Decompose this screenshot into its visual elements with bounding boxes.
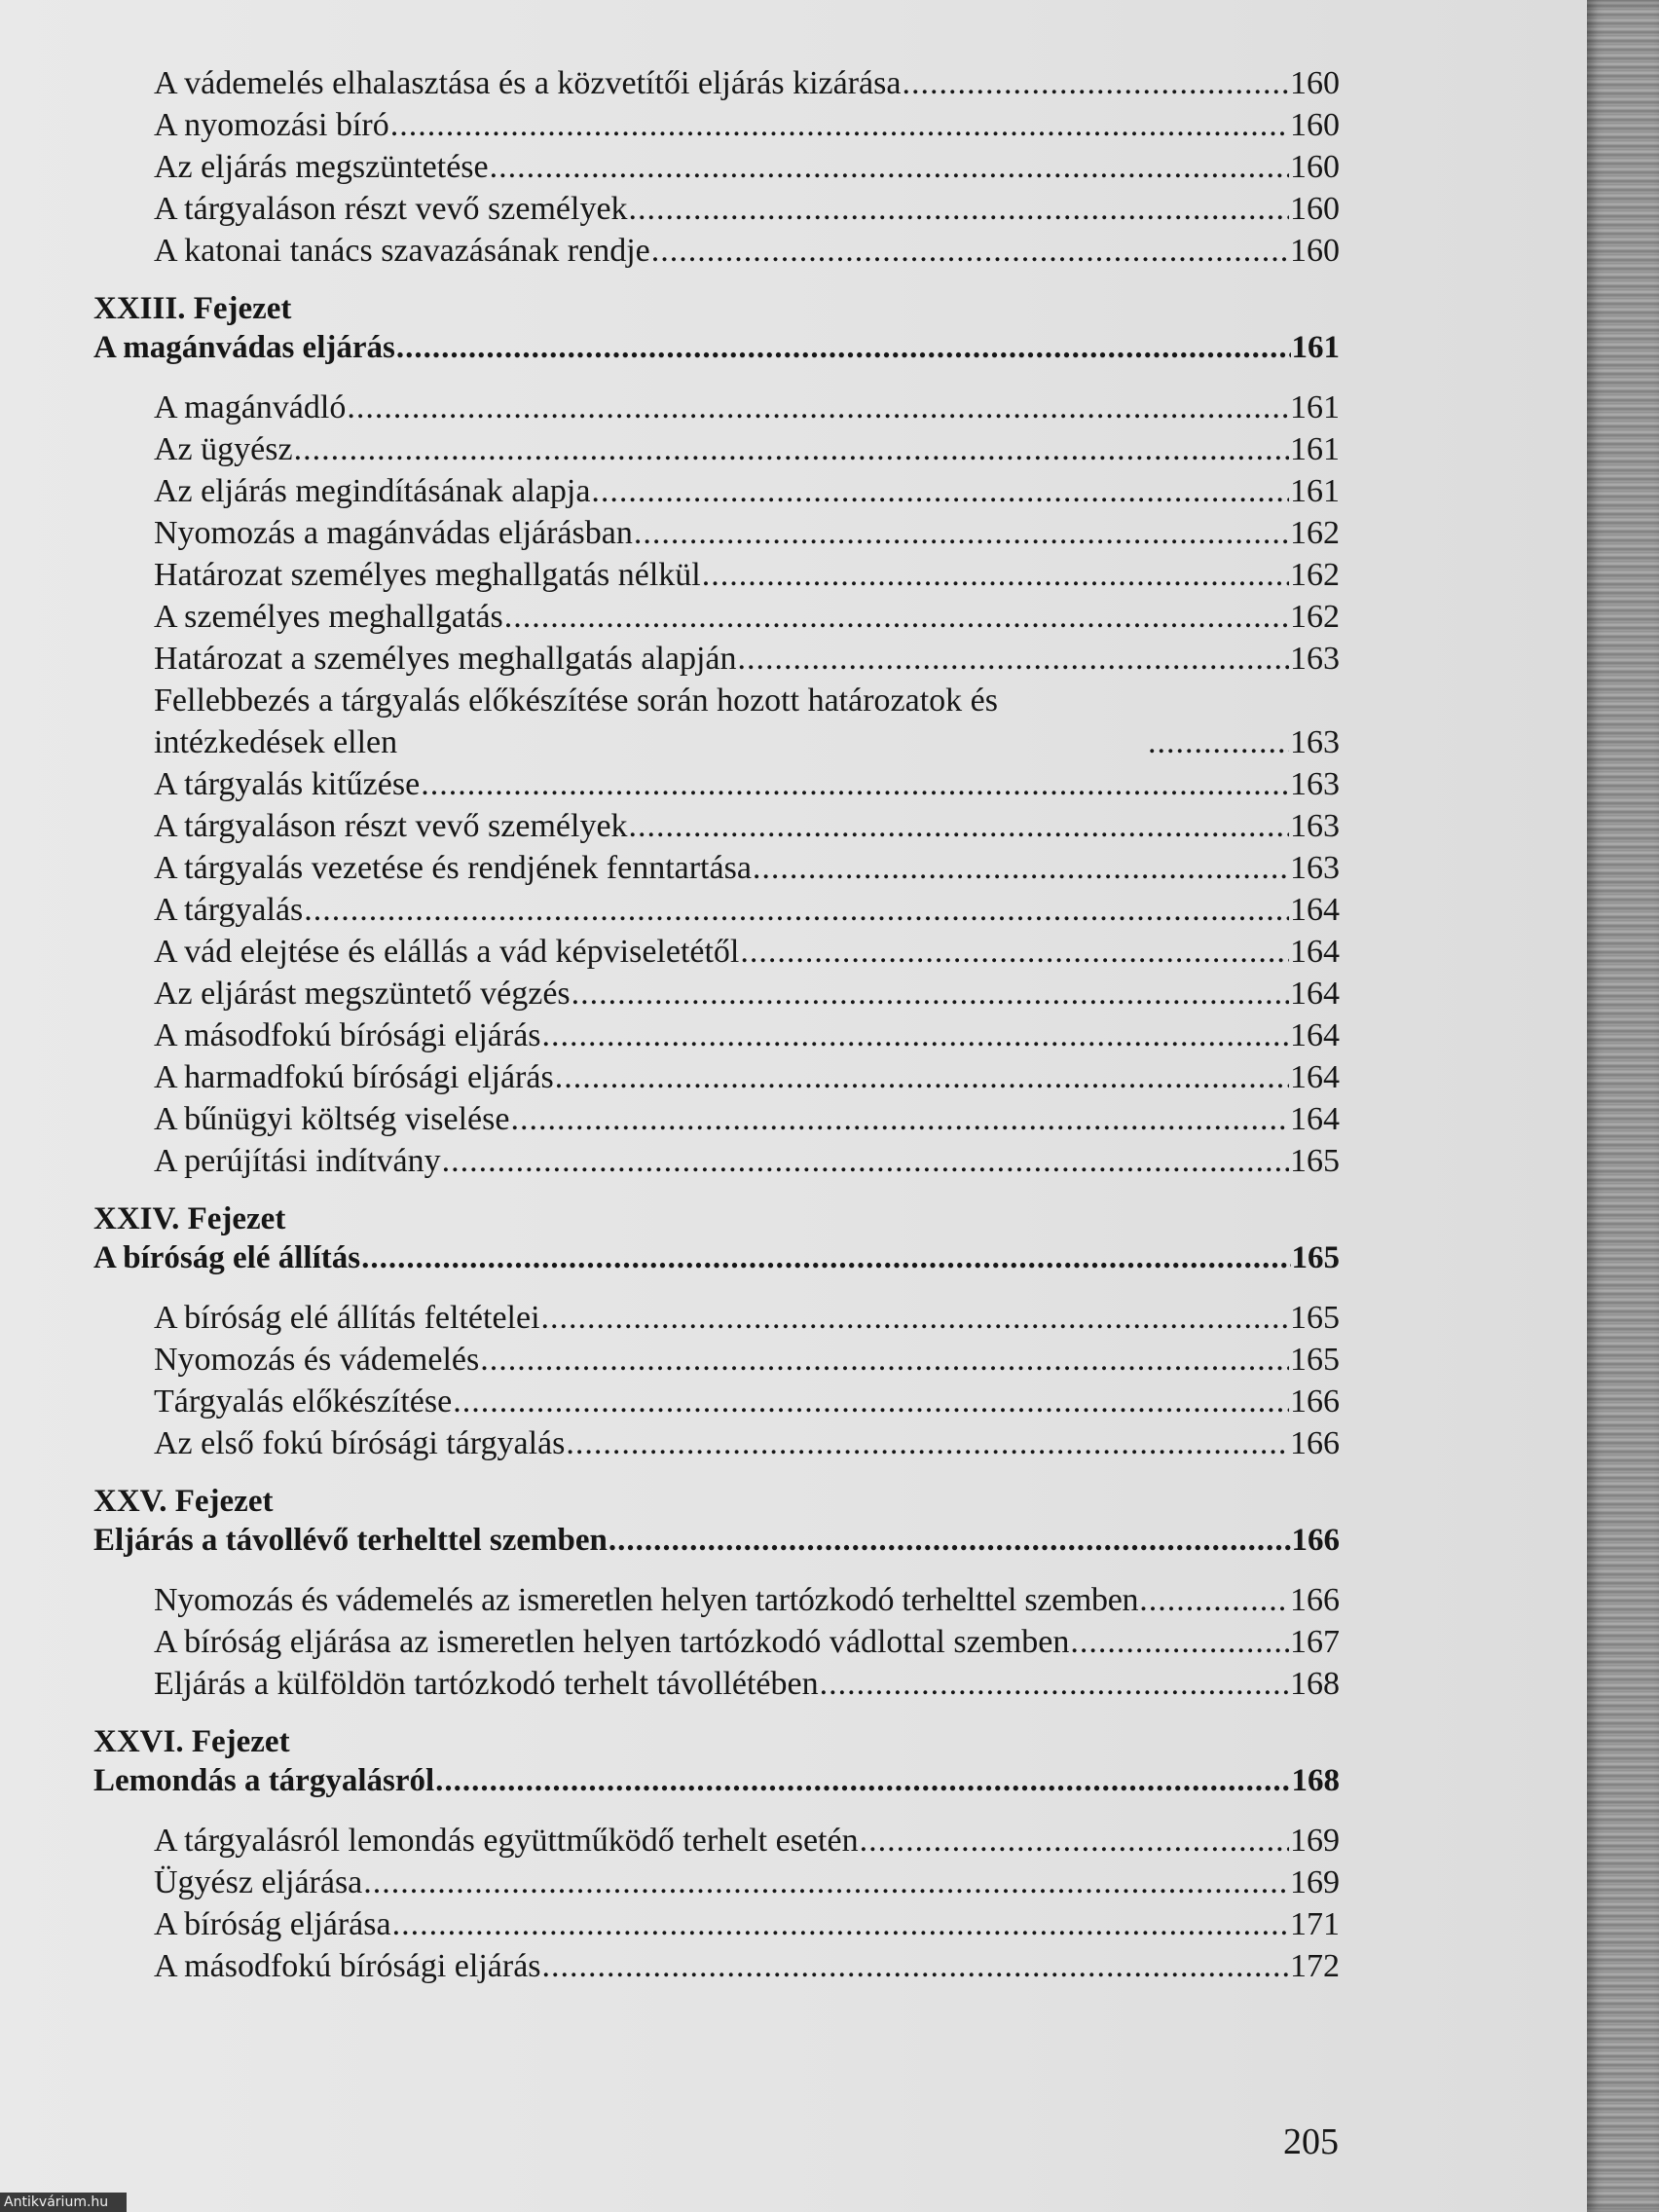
chapter-heading bbox=[93, 1199, 1340, 1277]
leader-dots bbox=[361, 1238, 1290, 1277]
entry-title: Fellebbezés a tárgyalás előkészítése során hozott határozatok és intézkedések ellen bbox=[154, 682, 998, 760]
entry-page: 168 bbox=[1290, 1666, 1340, 1702]
entry-title: A bűnügyi költség viselése bbox=[154, 1101, 510, 1137]
toc-entry bbox=[154, 1422, 1340, 1464]
leader-dots bbox=[1148, 721, 1289, 763]
leader-dots bbox=[390, 104, 1289, 146]
chapter-title: Eljárás a távollévő terhelttel szemben bbox=[93, 1523, 608, 1558]
leader-dots bbox=[740, 931, 1289, 973]
toc-entry bbox=[154, 1621, 1340, 1663]
page-edge bbox=[1587, 0, 1659, 2212]
page-number: 205 bbox=[1283, 2121, 1339, 2162]
chapter-title: Lemondás a tárgyalásról bbox=[93, 1763, 435, 1798]
entry-title: Az eljárás megszüntetése bbox=[154, 149, 489, 185]
toc-entry bbox=[154, 188, 1340, 230]
toc-entry bbox=[154, 805, 1340, 847]
toc-entry bbox=[154, 596, 1340, 638]
entry-title: Nyomozás és vádemelés bbox=[154, 1342, 480, 1378]
entry-page: 171 bbox=[1290, 1906, 1340, 1942]
entry-title: A személyes meghallgatás bbox=[154, 599, 503, 635]
toc-entry bbox=[154, 230, 1340, 272]
entry-page: 166 bbox=[1290, 1383, 1340, 1419]
entry-page: 163 bbox=[1290, 641, 1340, 677]
chapter-title-row bbox=[93, 328, 1340, 367]
entry-title: Az első fokú bírósági tárgyalás bbox=[154, 1425, 566, 1461]
entry-page: 160 bbox=[1290, 65, 1340, 101]
leader-dots bbox=[396, 328, 1291, 367]
entry-page: 165 bbox=[1290, 1342, 1340, 1378]
leader-dots bbox=[566, 1422, 1289, 1464]
chapter-entries bbox=[93, 387, 1340, 1182]
entry-title: A katonai tanács szavazásának rendje bbox=[154, 233, 650, 269]
toc-entry bbox=[154, 470, 1340, 512]
entry-page: 162 bbox=[1290, 515, 1340, 551]
leader-dots bbox=[542, 1014, 1289, 1056]
entry-page: 167 bbox=[1290, 1624, 1340, 1660]
entry-title: A nyomozási bíró bbox=[154, 107, 389, 143]
entry-title: A bíróság eljárása az ismeretlen helyen tartózkodó vádlottal szemben bbox=[154, 1624, 1070, 1660]
leader-dots bbox=[392, 1903, 1289, 1945]
entry-title: A tárgyalás vezetése és rendjének fenntartása bbox=[154, 850, 752, 886]
toc-entry bbox=[154, 889, 1340, 931]
toc-entry bbox=[154, 1579, 1340, 1621]
entry-page: 163 bbox=[1290, 766, 1340, 802]
chapter-number: XXVI. Fejezet bbox=[93, 1724, 290, 1759]
leader-dots bbox=[651, 230, 1289, 272]
entry-title: A tárgyalás kitűzése bbox=[154, 766, 421, 802]
entry-page: 160 bbox=[1290, 191, 1340, 227]
entry-page: 162 bbox=[1290, 599, 1340, 635]
leader-dots bbox=[347, 387, 1289, 428]
entry-page: 161 bbox=[1290, 473, 1340, 509]
entry-title: A tárgyalásról lemondás együttműködő terhelt esetén bbox=[154, 1823, 859, 1859]
entry-page: 162 bbox=[1290, 557, 1340, 593]
toc-entry bbox=[154, 1339, 1340, 1381]
chapter-title-row bbox=[93, 1761, 1340, 1800]
toc-entry bbox=[154, 1820, 1340, 1862]
entry-page: 169 bbox=[1290, 1823, 1340, 1859]
entry-title: Határozat a személyes meghallgatás alapján bbox=[154, 641, 737, 677]
entry-page: 160 bbox=[1290, 107, 1340, 143]
entry-page: 161 bbox=[1290, 431, 1340, 467]
toc-entry bbox=[154, 387, 1340, 428]
entry-title: Tárgyalás előkészítése bbox=[154, 1383, 453, 1419]
entry-title: Nyomozás a magánvádas eljárásban bbox=[154, 515, 633, 551]
entry-page: 164 bbox=[1290, 976, 1340, 1012]
leader-dots bbox=[542, 1945, 1289, 1987]
chapter-heading bbox=[93, 1722, 1340, 1800]
toc-entry bbox=[154, 973, 1340, 1014]
entry-page: 165 bbox=[1290, 1300, 1340, 1336]
leader-dots bbox=[1070, 1621, 1289, 1663]
toc-entry bbox=[154, 1945, 1340, 1987]
toc-entry bbox=[154, 763, 1340, 805]
leader-dots bbox=[571, 973, 1289, 1014]
toc-entry bbox=[154, 1098, 1340, 1140]
leader-dots bbox=[555, 1056, 1289, 1098]
leader-dots bbox=[453, 1381, 1289, 1422]
leader-dots bbox=[629, 805, 1289, 847]
leader-dots bbox=[490, 146, 1289, 188]
entry-title: A másodfokú bírósági eljárás bbox=[154, 1017, 541, 1053]
entry-page: 164 bbox=[1290, 1017, 1340, 1053]
chapter-page: 166 bbox=[1291, 1523, 1340, 1558]
entry-title: A magánvádló bbox=[154, 389, 347, 425]
toc-entry bbox=[154, 62, 1340, 104]
chapter-entries bbox=[93, 1579, 1340, 1705]
entry-page: 164 bbox=[1290, 1101, 1340, 1137]
toc-entry bbox=[154, 554, 1340, 596]
chapter-title: A bíróság elé állítás bbox=[93, 1240, 361, 1275]
leader-dots bbox=[442, 1140, 1289, 1182]
leader-dots bbox=[510, 1098, 1289, 1140]
entry-page: 160 bbox=[1290, 149, 1340, 185]
entry-title: Ügyész eljárása bbox=[154, 1864, 363, 1900]
toc-entry bbox=[154, 1663, 1340, 1705]
toc-entry bbox=[154, 638, 1340, 680]
leader-dots bbox=[608, 1521, 1291, 1560]
toc-entry bbox=[154, 1056, 1340, 1098]
entry-title: Határozat személyes meghallgatás nélkül bbox=[154, 557, 701, 593]
entry-page: 165 bbox=[1290, 1143, 1340, 1179]
leader-dots bbox=[629, 188, 1289, 230]
toc-entry bbox=[154, 847, 1340, 889]
chapter-number: XXIII. Fejezet bbox=[93, 291, 292, 326]
toc-entry bbox=[154, 1297, 1340, 1339]
entry-title: A vádemelés elhalasztása és a közvetítői eljárás kizárása bbox=[154, 65, 902, 101]
entry-page: 164 bbox=[1290, 892, 1340, 928]
leader-dots bbox=[902, 62, 1289, 104]
table-of-contents bbox=[93, 62, 1340, 2005]
toc-entry bbox=[154, 931, 1340, 973]
leader-dots bbox=[753, 847, 1289, 889]
toc-entry bbox=[154, 680, 1340, 763]
chapter-page: 168 bbox=[1291, 1763, 1340, 1798]
entry-title: A perújítási indítvány bbox=[154, 1143, 441, 1179]
chapter-page: 161 bbox=[1291, 330, 1340, 365]
entry-page: 172 bbox=[1290, 1948, 1340, 1984]
leader-dots bbox=[738, 638, 1290, 680]
entry-page: 164 bbox=[1290, 934, 1340, 970]
leader-dots bbox=[702, 554, 1289, 596]
leader-dots bbox=[304, 889, 1289, 931]
entry-title: Az eljárás megindításának alapja bbox=[154, 473, 591, 509]
chapter-title-row bbox=[93, 1238, 1340, 1277]
chapter-entries bbox=[93, 1820, 1340, 1987]
intro-entries bbox=[93, 62, 1340, 272]
leader-dots bbox=[294, 428, 1289, 470]
entry-page: 166 bbox=[1290, 1582, 1340, 1618]
entry-page: 164 bbox=[1290, 1059, 1340, 1095]
entry-title: Az eljárást megszüntető végzés bbox=[154, 976, 571, 1012]
toc-entry bbox=[154, 1862, 1340, 1903]
chapter-number: XXIV. Fejezet bbox=[93, 1201, 286, 1236]
toc-entry bbox=[154, 1903, 1340, 1945]
chapter-heading bbox=[93, 1482, 1340, 1560]
chapter-title: A magánvádas eljárás bbox=[93, 330, 395, 365]
leader-dots bbox=[421, 763, 1289, 805]
chapter-entries bbox=[93, 1297, 1340, 1464]
chapter-page: 165 bbox=[1291, 1240, 1340, 1275]
leader-dots bbox=[591, 470, 1289, 512]
entry-title: A bíróság eljárása bbox=[154, 1906, 391, 1942]
entry-title: A vád elejtése és elállás a vád képviseletétől bbox=[154, 934, 740, 970]
toc-entry bbox=[154, 512, 1340, 554]
entry-title: A tárgyaláson részt vevő személyek bbox=[154, 191, 628, 227]
leader-dots bbox=[435, 1761, 1290, 1800]
toc-entry bbox=[154, 1140, 1340, 1182]
entry-title: A harmadfokú bírósági eljárás bbox=[154, 1059, 554, 1095]
entry-title: A másodfokú bírósági eljárás bbox=[154, 1948, 541, 1984]
leader-dots bbox=[860, 1820, 1289, 1862]
leader-dots bbox=[1139, 1579, 1289, 1621]
leader-dots bbox=[820, 1663, 1289, 1705]
entry-page: 160 bbox=[1290, 233, 1340, 269]
toc-entry bbox=[154, 1381, 1340, 1422]
entry-title: Nyomozás és vádemelés az ismeretlen helyen tartózkodó terhelttel szemben bbox=[154, 1582, 1139, 1618]
entry-title: Eljárás a külföldön tartózkodó terhelt távollétében bbox=[154, 1666, 819, 1702]
chapter-title-row bbox=[93, 1521, 1340, 1560]
entry-page: 163 bbox=[1290, 850, 1340, 886]
entry-page: 163 bbox=[1290, 724, 1340, 760]
watermark: Antikvárium.hu bbox=[0, 2193, 127, 2212]
leader-dots bbox=[363, 1862, 1289, 1903]
entry-title: A tárgyalás bbox=[154, 892, 304, 928]
leader-dots bbox=[504, 596, 1289, 638]
entry-title: Az ügyész bbox=[154, 431, 293, 467]
entry-page: 163 bbox=[1290, 808, 1340, 844]
chapter-heading bbox=[93, 289, 1340, 367]
entry-page: 161 bbox=[1290, 389, 1340, 425]
toc-entry bbox=[154, 104, 1340, 146]
entry-title: A tárgyaláson részt vevő személyek bbox=[154, 808, 628, 844]
leader-dots bbox=[541, 1297, 1289, 1339]
toc-entry bbox=[154, 428, 1340, 470]
entry-page: 166 bbox=[1290, 1425, 1340, 1461]
chapter-number: XXV. Fejezet bbox=[93, 1484, 274, 1519]
leader-dots bbox=[480, 1339, 1289, 1381]
leader-dots bbox=[634, 512, 1289, 554]
entry-title: A bíróság elé állítás feltételei bbox=[154, 1300, 540, 1336]
toc-entry bbox=[154, 146, 1340, 188]
entry-page: 169 bbox=[1290, 1864, 1340, 1900]
toc-entry bbox=[154, 1014, 1340, 1056]
